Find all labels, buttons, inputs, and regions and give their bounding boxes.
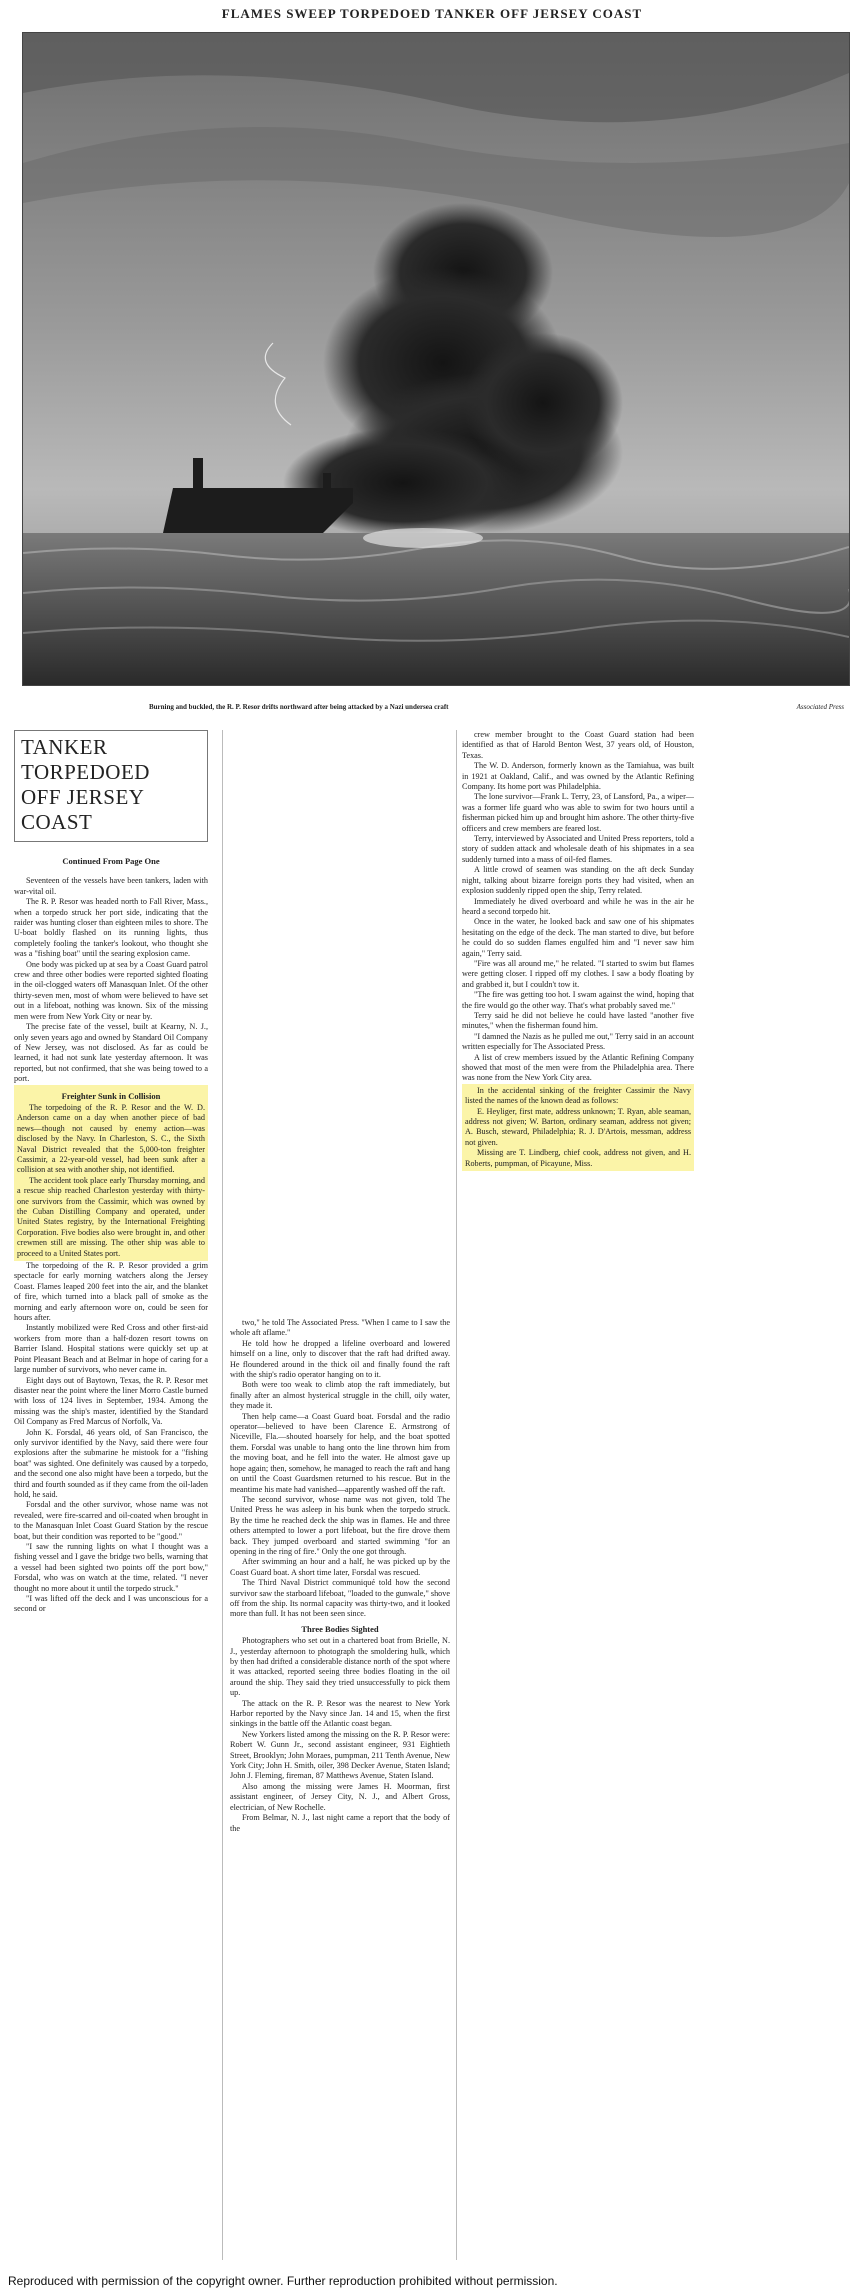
headline-box [14, 730, 208, 842]
subhead: Freighter Sunk in Collision [61, 1090, 161, 1101]
tanker-photo [22, 32, 850, 686]
paragraph: The lone survivor—Frank L. Terry, 23, of Lansford, Pa., a wiper—was a former life guard who was able to swim for two hours until a fisherman picked him up and brought him ashore. The other thirty-five officers and crew members are feared lost. [462, 792, 694, 833]
paragraph: "I damned the Nazis as he pulled me out," Terry said in an account written especially for The Associated Press. [462, 1031, 694, 1052]
paragraph: Terry said he did not believe he could have lasted "another five minutes," when the fisherman found him. [462, 1010, 694, 1031]
paragraph: The torpedoing of the R. P. Resor and the W. D. Anderson came on a day when another piece of bad news—though not caused by enemy action—was disclosed by the Navy. In Charleston, S. C., the Sixth Naval District revealed that the 5,000-ton freighter Cassimir, a 22-year-old vessel, had been sunk after a collision at sea with another ship, not identified. [17, 1102, 205, 1175]
paragraph: A list of crew members issued by the Atlantic Refining Company showed that most of the men were from the Philadelphia area. There was none from the New York City area. [462, 1052, 694, 1083]
paragraph: A little crowd of seamen was standing on the aft deck Sunday night, talking about bizarre foreign ports they had visited, when an explosion suddenly ripped open the ship, Terry related. [462, 865, 694, 896]
paragraph: In the accidental sinking of the freighter Cassimir the Navy listed the names of the known dead as follows: [465, 1085, 691, 1106]
paragraph: E. Heyliger, first mate, address unknown; T. Ryan, able seaman, address not given; W. Barton, ordinary seaman, address not given; A. Busch, steward, Philadelphia; R. J. D'Artois, messman, address not given. [465, 1106, 691, 1147]
paragraph: Missing are T. Lindberg, chief cook, address not given, and H. Roberts, pumpman, of Picayune, Miss. [465, 1148, 691, 1168]
paragraph: From Belmar, N. J., last night came a report that the body of the [230, 1813, 450, 1833]
paragraph: The accident took place early Thursday morning, and a rescue ship reached Charleston yesterday with thirty-one survivors from the Cassimir, which was owned by the Cuban Distilling Company and operated, under United States registry, by the International Freighting Corporation. Five bodies also were brought in, and other crewmen still are missing. The other ship was able to proceed to a United States port. [17, 1175, 205, 1258]
paragraph: Terry, interviewed by Associated and United Press reporters, told a story of sudden attack and wholesale death of his shipmates in a sea suddenly turned into a mass of oil-fed flames. [462, 834, 694, 864]
photo-banner: FLAMES SWEEP TORPEDOED TANKER OFF JERSEY COAST [221, 6, 643, 21]
paragraph: Then help came—a Coast Guard boat. Forsdal and the radio operator—believed to have been Clarence E. Armstrong of Niceville, Fla.—shouted hoarsely for help, and the boat spotted them. Forsdal was unable to hang onto the line thrown him from the moving boat, and he fell into the water. He almost gave up hope again; then, somehow, he managed to reach the raft and hang on until the Coast Guardsmen returned to his rescue. But in the meantime his mate had vanished—apparently washed off the raft. [230, 1411, 450, 1494]
paragraph: "The fire was getting too hot. I swam against the wind, hoping that the fire would go the other way. That's what probably saved me." [462, 990, 694, 1010]
headline-line-2: OFF JERSEY COAST [21, 785, 144, 834]
paragraph: "I was lifted off the deck and I was unconscious for a second or [14, 1594, 208, 1614]
paragraph: After swimming an hour and a half, he was picked up by the Coast Guard boat. A short time later, Forsdal was rescued. [230, 1557, 450, 1577]
paragraph: John K. Forsdal, 46 years old, of San Francisco, the only survivor identified by the Navy, said there were four explosions after the submarine he mistook for a "fishing boat" was sighted. One definitely was caused by a torpedo, and the second one also might have been a torpedo, but the third and fourth sounded as if they came from the oil-laden hold, he said. [14, 1427, 208, 1499]
paragraph: Both were too weak to climb atop the raft immediately, but finally after an almost hysterical struggle in the chill, oily water, they made it. [230, 1380, 450, 1411]
paragraph: Photographers who set out in a chartered boat from Brielle, N. J., yesterday afternoon to photograph the smoldering hulk, which by then had drifted a considerable distance north of the spot where it was attacked, reported seeing three bodies floating in the oil around the ship. They said they tried unsuccessfully to pick them up. [230, 1636, 450, 1698]
paragraph: The Third Naval District communiqué told how the second survivor saw the starboard lifeboat, "loaded to the gunwale," shove off from the ship. Its normal capacity was thirty-two, and it looked more than full. It has not been seen since. [230, 1578, 450, 1619]
photo-caption-row [22, 703, 848, 717]
photo-caption: Burning and buckled, the R. P. Resor drifts northward after being attacked by a Nazi undersea craft [149, 703, 449, 711]
article-headline [21, 735, 201, 835]
paragraph: New Yorkers listed among the missing on the R. P. Resor were: Robert W. Gunn Jr., second assistant engineer, 931 Eightieth Street, Brooklyn; John Moraes, pumpman, 211 Tenth Avenue, New York City; John H. Smith, oiler, 398 Decker Avenue, Staten Island; John J. Fleming, fireman, 87 Matthews Avenue, Staten Island. [230, 1729, 450, 1781]
article-column-3 [462, 730, 694, 1171]
paragraph: Eight days out of Baytown, Texas, the R. P. Resor met disaster near the point where the liner Morro Castle burned with loss of 124 lives in September, 1934. Among the missing was the ship's master, identified by the Standard Oil Company as Fred Marcus of Norfolk, Va. [14, 1375, 208, 1427]
paragraph: The R. P. Resor was headed north to Fall River, Mass., when a torpedo struck her port side, indicating that the raider was hunting closer than eighteen miles to shore. The U-boat boldly flashed on its running lights, thus completely fooling the tanker's lookout, who thought she was a "fishing boat" until the searing explosion came. [14, 897, 208, 959]
burning-tanker-image [23, 33, 849, 685]
continued-label: Continued From Page One [62, 856, 160, 866]
paragraph: "I saw the running lights on what I thought was a fishing vessel and I gave the bridge two bells, warning that a vessel had been sighted two points off the port bow," Forsdal, who was on watch at the time, related. "I never thought no more about it until the torpedo struck." [14, 1542, 208, 1593]
paragraph: Once in the water, he looked back and saw one of his shipmates hesitating on the edge of the deck. The man started to dive, but before he could do so sudden flames engulfed him and "I never saw him again," Terry said. [462, 917, 694, 958]
paragraph: The attack on the R. P. Resor was the nearest to New York Harbor reported by the Navy since Jan. 14 and 15, when the first sinkings in the battle off the Atlantic coast began. [230, 1698, 450, 1729]
paragraph: He told how he dropped a lifeline overboard and lowered himself on a line, only to discover that the raft had drifted away. He floundered around in the thick oil and finally found the raft with the ship's radio operator hanging on to it. [230, 1338, 450, 1380]
paragraph: Instantly mobilized were Red Cross and other first-aid workers from more than a half-dozen resort towns on Barrier Island. Hospital stations were quickly set up at Point Pleasant Beach and at Belmar in hope of caring for a large number of survivors, who never came in. [14, 1323, 208, 1375]
paragraph: The second survivor, whose name was not given, told The United Press he was asleep in his bunk when the torpedo struck. By the time he reached deck the ship was in flames. He and three others attempted to lower a port lifeboat, but the fire drove them back. They jumped overboard and started swimming "for an opening in the ring of fire." Only the one got through. [230, 1494, 450, 1556]
paragraph: One body was picked up at sea by a Coast Guard patrol crew and three other bodies were reported sighted floating in the oil-clogged waters off Manasquan Inlet. Of the other thirty-seven men, most of whom were believed to have set out in a lifeboat, nothing was known. Six of the missing men were from New York City or near by. [14, 959, 208, 1021]
article [10, 730, 850, 2250]
photo-credit: Associated Press [796, 703, 844, 711]
headline-line-1: TANKER TORPEDOED [21, 735, 150, 784]
copyright-footer: Reproduced with permission of the copyright owner. Further reproduction prohibited without permission. [8, 2274, 558, 2288]
paragraph: Seventeen of the vessels have been tankers, laden with war-vital oil. [14, 876, 208, 896]
paragraph: two," he told The Associated Press. "When I came to I saw the whole aft aflame." [230, 1318, 450, 1338]
paragraph: Also among the missing were James H. Moorman, first assistant engineer, of Jersey City, N. J., and Albert Gross, electrician, of New Rochelle. [230, 1781, 450, 1812]
paragraph: The precise fate of the vessel, built at Kearny, N. J., only seven years ago and owned by Standard Oil Company of New Jersey, was not disclosed. As far as could be learned, it had not sunk late yesterday afternoon. It was reported, but not confirmed, that she was being towed to a port. [14, 1022, 208, 1084]
paragraph: crew member brought to the Coast Guard station had been identified as that of Harold Benton West, 37 years old, of Houston, Texas. [462, 730, 694, 760]
article-column-1 [14, 730, 208, 1615]
article-column-2 [230, 1318, 450, 1834]
subhead: Three Bodies Sighted [301, 1623, 379, 1634]
paragraph: Immediately he dived overboard and while he was in the air he heard a second torpedo hit. [462, 896, 694, 916]
paragraph: Forsdal and the other survivor, whose name was not revealed, were fire-scarred and oil-coated when brought in to the Manasquan Inlet Coast Guard Station by the rescue boat, but their condition was reported to be "good." [14, 1500, 208, 1541]
paragraph: The W. D. Anderson, formerly known as the Tamiahua, was built in 1921 at Oakland, Calif., and was owned by the Atlantic Refining Company. Its home port was Philadelphia. [462, 761, 694, 792]
highlighted-section [462, 1084, 694, 1171]
paragraph: The torpedoing of the R. P. Resor provided a grim spectacle for early morning watchers along the Jersey Coast. Flames leaped 200 feet into the air, and the blanket of fire, which turned into a black pall of smoke as the morning and early afternoon wore on, could be seen for hours after. [14, 1261, 208, 1323]
paragraph: "Fire was all around me," he related. "I started to swim but flames were getting closer. I ripped off my clothes. I saw a body floating by and grabbed it, but I couldn't tow it. [462, 958, 694, 989]
highlighted-section [14, 1085, 208, 1262]
